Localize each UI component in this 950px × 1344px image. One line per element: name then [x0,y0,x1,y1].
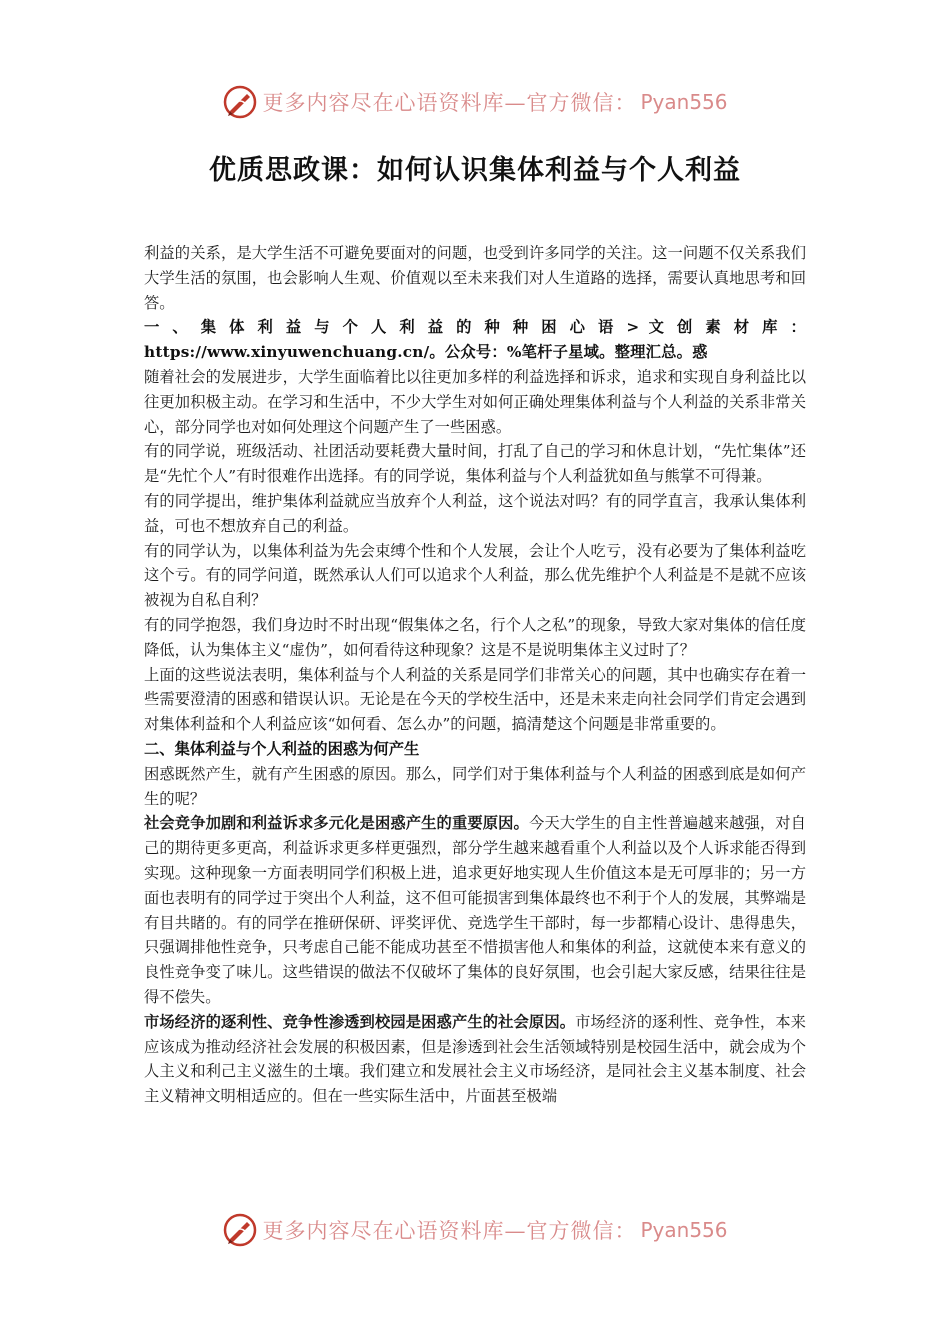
paragraph: 困惑既然产生，就有产生困惑的原因。那么，同学们对于集体利益与个人利益的困惑到底是如何产生的呢？ [144,764,806,808]
paragraph: 上面的这些说法表明，集体利益与个人利益的关系是同学们非常关心的问题，其中也确实存在着一些需要澄清的困惑和错误认识。无论是在今天的学校生活中，还是未来走向社会同学们肯定会遇到对集体利益和个人利益应该“如何看、怎么办”的问题，搞清楚这个问题是非常重要的。 [144,665,806,734]
paragraph [144,811,806,1009]
banner-wechat-handle: Pyan556 [640,90,728,114]
header-banner [0,82,950,122]
pen-logo-icon [222,84,258,120]
paragraph: 有的同学说，班级活动、社团活动要耗费大量时间，打乱了自己的学习和休息计划，“先忙集体”还是“先忙个人”有时很难作出选择。有的同学说，集体利益与个人利益犹如鱼与熊掌不可得兼。 [144,442,806,486]
banner-text: 更多内容尽在心语资料库—官方微信： [262,1219,637,1243]
paragraph: 利益的关系，是大学生活不可避免要面对的问题，也受到许多同学的关注。这一问题不仅关系我们大学生活的氛围，也会影响人生观、价值观以至未来我们对人生道路的选择，需要认真地思考和回答。 [144,244,806,312]
paragraph: 有的同学认为，以集体利益为先会束缚个性和个人发展，会让个人吃亏，没有必要为了集体利益吃这个亏。有的同学问道，既然承认人们可以追求个人利益，那么优先维护个人利益是不是就不应该被视为自私自利？ [144,541,806,610]
paragraph-lead: 社会竞争加剧和利益诉求多元化是困惑产生的重要原因。 [144,814,529,833]
paragraph: 随着社会的发展进步，大学生面临着比以往更加多样的利益选择和诉求，追求和实现自身利益比以往更加积极主动。在学习和生活中，不少大学生对如何正确处理集体利益与个人利益的关系非常关心，部分同学也对如何处理这个问题产生了一些困惑。 [144,367,806,436]
document-body [144,241,806,1109]
paragraph: 有的同学抱怨，我们身边时不时出现“假集体之名，行个人之私”的现象，导致大家对集体的信任度降低，认为集体主义“虚伪”，如何看待这种现象？这是不是说明集体主义过时了？ [144,615,806,659]
document-title: 优质思政课：如何认识集体利益与个人利益 [209,155,741,186]
banner-text: 更多内容尽在心语资料库—官方微信： [262,91,637,115]
paragraph-text: 市场经济的逐利性、竞争性，本来应该成为推动经济社会发展的积极因素，但是渗透到社会生活领域特别是校园生活中，就会成为个人主义和利己主义滋生的土壤。我们建立和发展社会主义市场经济，是同社会主义基本制度、社会主义精神文明相适应的。但在一些实际生活中，片面甚至极端 [144,1012,806,1106]
paragraph [144,1010,806,1109]
paragraph: 有的同学提出，维护集体利益就应当放弃个人利益，这个说法对吗？有的同学直言，我承认集体利益，可也不想放弃自己的利益。 [144,491,806,535]
section-heading: 二、集体利益与个人利益的困惑为何产生 [144,739,420,758]
banner-wechat-handle: Pyan556 [640,1218,728,1242]
paragraph-lead: 市场经济的逐利性、竞争性渗透到校园是困惑产生的社会原因。 [144,1012,576,1031]
section-heading: 一 、 集 体 利 益 与 个 人 利 益 的 种 种 困 心 语 > 文 创 素 材 库 ： https://www.xinyuwenchuang.cn/。公众号：%笔杆子星域。整理汇总。惑 [144,318,806,362]
paragraph-text: 今天大学生的自主性普遍越来越强，对自己的期待更多更高，利益诉求更多样更强烈，部分学生越来越看重个人利益以及个人诉求能否得到实现。这种现象一方面表明同学们积极上进，追求更好地实现人生价值这本是无可厚非的；另一方面也表明有的同学过于突出个人利益，这不但可能损害到集体最终也不利于个人的发展，其弊端是有目共睹的。有的同学在推研保研、评奖评优、竞选学生干部时，每一步都精心设计、患得患失，只强调排他性竞争，只考虑自己能不能成功甚至不惜损害他人和集体的利益，这就使本来有意义的良性竞争变了味儿。这些错误的做法不仅破坏了集体的良好氛围，也会引起大家反感，结果往往是得不偿失。 [144,814,806,1006]
pen-logo-icon [222,1212,258,1248]
footer-banner [0,1210,950,1250]
